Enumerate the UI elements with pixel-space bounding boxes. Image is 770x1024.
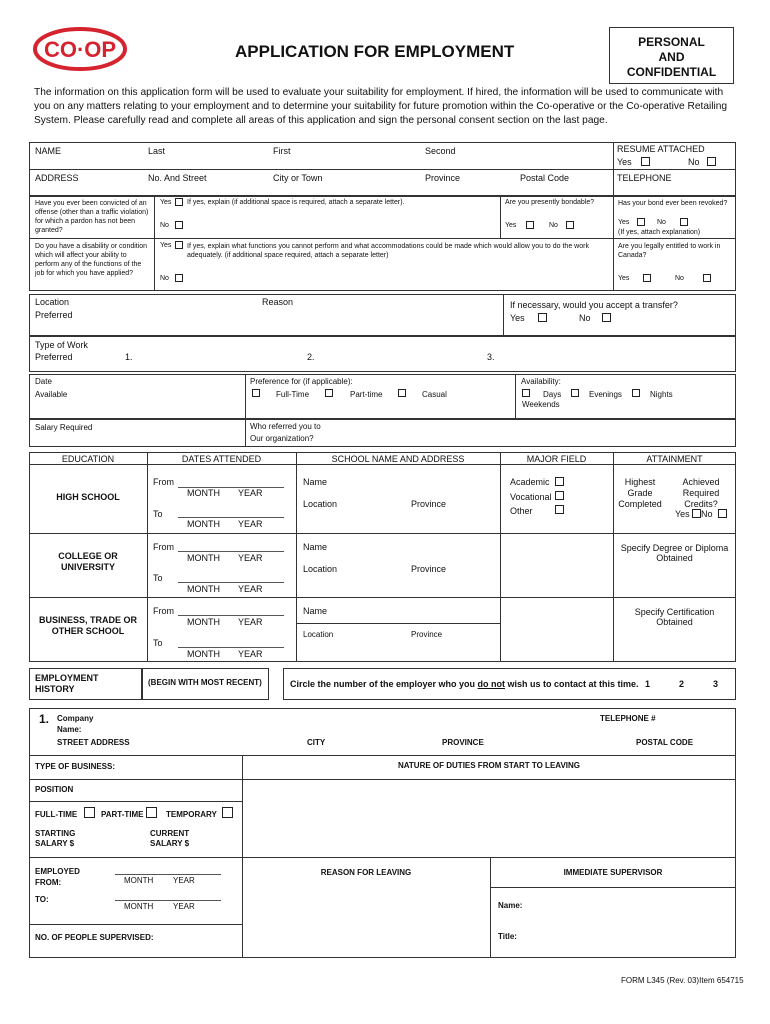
fulltime-label: Full-Time bbox=[276, 390, 310, 399]
entitled-no-checkbox[interactable] bbox=[703, 274, 711, 282]
bus-location-label: Location bbox=[303, 630, 334, 639]
revoked-yes-label: Yes bbox=[618, 219, 630, 226]
page-title: APPLICATION FOR EMPLOYMENT bbox=[235, 42, 515, 61]
completed-label: Completed bbox=[618, 499, 662, 509]
position-label: POSITION bbox=[35, 785, 74, 794]
transfer-no-checkbox[interactable] bbox=[602, 313, 611, 322]
name-label: NAME bbox=[35, 146, 62, 156]
emp-parttime-checkbox[interactable] bbox=[146, 807, 157, 818]
conviction-no-checkbox[interactable] bbox=[175, 221, 183, 229]
credits-label: Credits? bbox=[684, 499, 718, 509]
college-label-2: UNIVERSITY bbox=[60, 562, 115, 572]
credits-yes-label: Yes bbox=[675, 509, 690, 519]
emp-temporary-checkbox[interactable] bbox=[222, 807, 233, 818]
employed-to-year: YEAR bbox=[173, 902, 195, 911]
emp-fulltime-checkbox[interactable] bbox=[84, 807, 95, 818]
hs-province-label: Province bbox=[411, 499, 447, 509]
col-from-year: YEAR bbox=[238, 553, 263, 563]
current-salary-label-2: SALARY $ bbox=[150, 839, 190, 848]
bus-from-year: YEAR bbox=[238, 617, 263, 627]
bus-name-label: Name bbox=[303, 606, 328, 616]
evenings-label: Evenings bbox=[589, 390, 622, 399]
work-type-1: 1. bbox=[125, 352, 133, 362]
city-label: City or Town bbox=[273, 173, 323, 183]
entitled-no-label: No bbox=[675, 275, 684, 282]
company-name-label: Name: bbox=[57, 725, 82, 734]
edu-header-school: SCHOOL NAME AND ADDRESS bbox=[331, 454, 465, 464]
duties-label: NATURE OF DUTIES FROM START TO LEAVING bbox=[397, 761, 581, 770]
employment-label-1: EMPLOYMENT bbox=[35, 673, 99, 683]
confidential-line-1: PERSONAL bbox=[638, 35, 705, 49]
hs-from-year: YEAR bbox=[238, 488, 263, 498]
edu-header-education: EDUCATION bbox=[61, 454, 115, 464]
col-to-month: MONTH bbox=[187, 584, 220, 594]
credits-no-checkbox[interactable] bbox=[718, 509, 727, 518]
evenings-checkbox[interactable] bbox=[571, 389, 579, 397]
parttime-label: Part-time bbox=[350, 390, 383, 399]
resume-no-label: No bbox=[688, 157, 700, 167]
specify-cert-label: Specify Certification bbox=[634, 607, 715, 617]
degree-obtained-label: Obtained bbox=[656, 553, 693, 563]
specify-degree-label: Specify Degree or Diploma bbox=[620, 543, 729, 553]
logo-text: CO·OP bbox=[43, 37, 117, 62]
province-label: Province bbox=[425, 173, 461, 183]
postal-label: Postal Code bbox=[520, 173, 570, 183]
current-salary-label-1: CURRENT bbox=[150, 829, 190, 838]
confidential-line-3: CONFIDENTIAL bbox=[626, 65, 717, 79]
disability-yes-checkbox[interactable] bbox=[175, 241, 183, 249]
edu-header-dates: DATES ATTENDED bbox=[181, 454, 262, 464]
bondable-yes-checkbox[interactable] bbox=[526, 221, 534, 229]
other-label: Other bbox=[510, 506, 533, 516]
date-label-2: Available bbox=[35, 390, 68, 399]
entitled-yes-label: Yes bbox=[618, 275, 630, 282]
conviction-no-label: No bbox=[160, 222, 169, 229]
confidential-line-2: AND bbox=[658, 50, 685, 64]
employed-from-label-1: EMPLOYED bbox=[35, 867, 80, 876]
credits-yes-checkbox[interactable] bbox=[692, 509, 701, 518]
disability-question: Do you have a disability or condition which will affect your ability to perform any of the functions of the job for which you have applied? bbox=[35, 243, 148, 277]
bus-to-year: YEAR bbox=[238, 649, 263, 659]
conviction-question: Have you ever been convicted of an offense (other than a traffic violation) for which a pardon has not been granted? bbox=[35, 200, 149, 234]
col-name-label: Name bbox=[303, 542, 328, 552]
bondable-yes-label: Yes bbox=[505, 222, 517, 229]
edu-header-attainment: ATTAINMENT bbox=[646, 454, 703, 464]
vocational-checkbox[interactable] bbox=[555, 491, 564, 500]
employed-from-label-2: FROM: bbox=[35, 878, 62, 887]
referred-label-1: Who referred you to bbox=[250, 422, 321, 431]
referred-label-2: Our organization? bbox=[250, 434, 314, 443]
high-school-label: HIGH SCHOOL bbox=[56, 492, 120, 502]
fulltime-checkbox[interactable] bbox=[252, 389, 260, 397]
employed-from-month: MONTH bbox=[124, 876, 154, 885]
academic-label: Academic bbox=[510, 477, 550, 487]
revoked-no-checkbox[interactable] bbox=[680, 218, 688, 226]
bondable-no-label: No bbox=[549, 222, 558, 229]
col-from-label: From bbox=[153, 542, 174, 552]
bus-to-label: To bbox=[153, 638, 163, 648]
employer-number-2[interactable]: 2 bbox=[679, 679, 685, 689]
nights-checkbox[interactable] bbox=[632, 389, 640, 397]
credits-no-label: No bbox=[701, 509, 713, 519]
employed-from-year: YEAR bbox=[173, 876, 195, 885]
emp-fulltime-label: FULL-TIME bbox=[35, 810, 78, 819]
entitled-question: Are you legally entitled to work in Canada? bbox=[618, 243, 721, 259]
col-province-label: Province bbox=[411, 564, 447, 574]
resume-yes-checkbox[interactable] bbox=[641, 157, 650, 166]
bondable-question: Are you presently bondable? bbox=[505, 199, 595, 206]
conviction-yes-label: Yes bbox=[160, 199, 172, 206]
employer-number-3[interactable]: 3 bbox=[713, 679, 719, 689]
availability-label: Availability: bbox=[521, 377, 561, 386]
casual-checkbox[interactable] bbox=[398, 389, 406, 397]
resume-yes-label: Yes bbox=[617, 157, 632, 167]
col-to-year: YEAR bbox=[238, 584, 263, 594]
business-label-2: OTHER SCHOOL bbox=[51, 626, 125, 636]
form-number: FORM L345 (Rev. 03)Item 654715 bbox=[621, 976, 744, 985]
preference-label: Preference for (if applicable): bbox=[250, 377, 353, 386]
col-from-month: MONTH bbox=[187, 553, 220, 563]
bondable-no-checkbox[interactable] bbox=[566, 221, 574, 229]
work-type-label-1: Type of Work bbox=[35, 340, 88, 350]
cert-obtained-label: Obtained bbox=[656, 617, 693, 627]
first-label: First bbox=[273, 146, 291, 156]
employed-to-label: TO: bbox=[35, 895, 49, 904]
supervisor-label: IMMEDIATE SUPERVISOR bbox=[563, 868, 663, 877]
circle-post: wish us to contact at this time. bbox=[505, 679, 639, 689]
achieved-label: Achieved bbox=[682, 477, 720, 487]
salary-label: Salary Required bbox=[35, 423, 93, 432]
employment-label-2: HISTORY bbox=[35, 684, 75, 694]
casual-label: Casual bbox=[422, 390, 447, 399]
employed-to-month: MONTH bbox=[124, 902, 154, 911]
transfer-no-label: No bbox=[579, 313, 591, 323]
bus-province-label: Province bbox=[411, 630, 443, 639]
street-label: No. And Street bbox=[148, 173, 207, 183]
intro-text: The information on this application form will be used to evaluate your suitability for employment. If hired, the information will be used to communicate with you on any matters relating to your employment and to determine your suitability for future promotion within the Co-operative or the Co-operative Retailing System. Please carefully read and complete all areas of this application and sign the personal consent section on the last page. bbox=[34, 87, 728, 126]
telephone-label: TELEPHONE bbox=[617, 173, 672, 183]
business-label-1: BUSINESS, TRADE OR bbox=[38, 615, 137, 625]
work-type-section bbox=[29, 336, 736, 372]
location-label-1: Location bbox=[35, 297, 70, 307]
weekends-label: Weekends bbox=[522, 400, 560, 409]
entitled-yes-checkbox[interactable] bbox=[643, 274, 651, 282]
last-label: Last bbox=[148, 146, 166, 156]
col-location-label: Location bbox=[303, 564, 338, 574]
days-checkbox[interactable] bbox=[522, 389, 530, 397]
transfer-yes-label: Yes bbox=[510, 313, 525, 323]
emp-parttime-label: PART-TIME bbox=[101, 810, 144, 819]
parttime-checkbox[interactable] bbox=[325, 389, 333, 397]
supervisor-title-label: Title: bbox=[498, 932, 517, 941]
begin-recent-label: (BEGIN WITH MOST RECENT) bbox=[148, 678, 262, 687]
conviction-yes-checkbox[interactable] bbox=[175, 198, 183, 206]
reason-label: Reason bbox=[262, 297, 294, 307]
date-label-1: Date bbox=[35, 377, 52, 386]
circle-instruction bbox=[290, 679, 639, 689]
work-type-2: 2. bbox=[307, 352, 315, 362]
starting-salary-label-2: SALARY $ bbox=[35, 839, 75, 848]
vocational-label: Vocational bbox=[510, 492, 552, 502]
bus-from-label: From bbox=[153, 606, 174, 616]
hs-to-year: YEAR bbox=[238, 519, 263, 529]
disability-yes-label: Yes bbox=[160, 242, 172, 249]
employer-telephone-label: TELEPHONE # bbox=[600, 714, 656, 723]
nights-label: Nights bbox=[650, 390, 673, 399]
transfer-yes-checkbox[interactable] bbox=[538, 313, 547, 322]
days-label: Days bbox=[543, 390, 562, 399]
employer-city-label: CITY bbox=[307, 738, 326, 747]
disability-no-checkbox[interactable] bbox=[175, 274, 183, 282]
disability-yes-text: If yes, explain what functions you cannot perform and what accommodations could be made which would allow you to do the work adequately. (if additional space required, attach a separate letter) bbox=[187, 243, 589, 259]
hs-to-month: MONTH bbox=[187, 519, 220, 529]
availability-section bbox=[29, 374, 736, 419]
other-checkbox[interactable] bbox=[555, 505, 564, 514]
emp-temporary-label: TEMPORARY bbox=[166, 810, 217, 819]
disability-no-label: No bbox=[160, 275, 169, 282]
bus-from-month: MONTH bbox=[187, 617, 220, 627]
supervisor-name-label: Name: bbox=[498, 901, 523, 910]
work-type-3: 3. bbox=[487, 352, 495, 362]
hs-location-label: Location bbox=[303, 499, 338, 509]
hs-name-label: Name bbox=[303, 477, 328, 487]
edu-header-major: MAJOR FIELD bbox=[526, 454, 587, 464]
location-label-2: Preferred bbox=[35, 310, 73, 320]
col-to-label: To bbox=[153, 573, 163, 583]
academic-checkbox[interactable] bbox=[555, 477, 564, 486]
revoked-yes-checkbox[interactable] bbox=[637, 218, 645, 226]
hs-from-label: From bbox=[153, 477, 174, 487]
coop-logo bbox=[33, 27, 129, 71]
circle-pre: Circle the number of the employer who you bbox=[290, 679, 478, 689]
required-label: Required bbox=[682, 488, 720, 498]
second-label: Second bbox=[425, 146, 456, 156]
hs-to-label: To bbox=[153, 509, 163, 519]
conviction-yes-text: If yes, explain (if additional space is required, attach a separate letter). bbox=[187, 199, 405, 206]
starting-salary-label-1: STARTING bbox=[35, 829, 76, 838]
employer-number: 1. bbox=[39, 712, 50, 726]
hs-from-month: MONTH bbox=[187, 488, 220, 498]
circle-do-not: do not bbox=[477, 679, 506, 689]
resume-no-checkbox[interactable] bbox=[707, 157, 716, 166]
business-type-label: TYPE OF BUSINESS: bbox=[35, 762, 116, 771]
street-address-label: STREET ADDRESS bbox=[57, 738, 130, 747]
transfer-question: If necessary, would you accept a transfer? bbox=[510, 300, 678, 310]
people-supervised-label: NO. OF PEOPLE SUPERVISED: bbox=[35, 933, 154, 942]
resume-label: RESUME ATTACHED bbox=[617, 144, 705, 154]
highest-label: Highest bbox=[624, 477, 656, 487]
work-type-label-2: Preferred bbox=[35, 352, 73, 362]
employer-1-section bbox=[29, 708, 736, 958]
college-label-1: COLLEGE OR bbox=[58, 551, 118, 561]
salary-section bbox=[29, 419, 736, 447]
bond-revoked-question: Has your bond ever been revoked? bbox=[618, 200, 728, 207]
employer-postal-label: POSTAL CODE bbox=[636, 738, 694, 747]
employer-number-1[interactable]: 1 bbox=[645, 679, 651, 689]
company-label: Company bbox=[57, 714, 94, 723]
bus-to-month: MONTH bbox=[187, 649, 220, 659]
bond-note: (If yes, attach explanation) bbox=[618, 229, 701, 236]
revoked-no-label: No bbox=[657, 219, 666, 226]
grade-label: Grade bbox=[627, 488, 653, 498]
employer-province-label: PROVINCE bbox=[442, 738, 484, 747]
address-label: ADDRESS bbox=[35, 173, 79, 183]
reason-leaving-label: REASON FOR LEAVING bbox=[320, 868, 412, 877]
